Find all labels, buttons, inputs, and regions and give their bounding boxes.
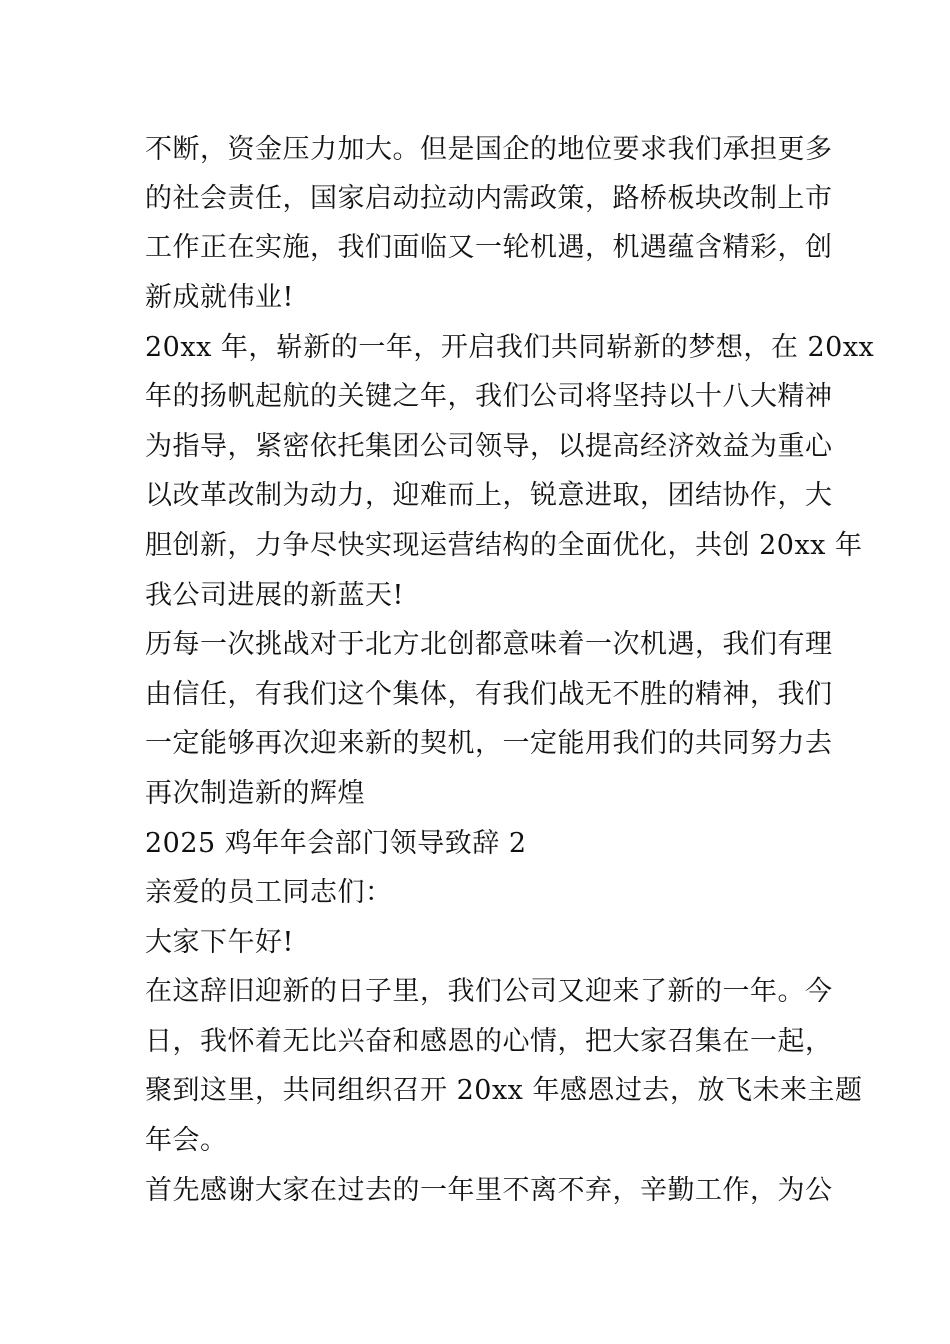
paragraph-line: 我公司进展的新蓝天! xyxy=(145,580,404,611)
paragraph-line: 再次制造新的辉煌 xyxy=(145,778,365,809)
paragraph-line: 以改革改制为动力，迎难而上，锐意进取，团结协作，大 xyxy=(145,480,833,511)
paragraph-line: 胆创新，力争尽快实现运营结构的全面优化，共创 20xx 年 xyxy=(145,530,863,561)
paragraph-line: 聚到这里，共同组织召开 20xx 年感恩过去，放飞未来主题 xyxy=(145,1075,863,1106)
salutation: 亲爱的员工同志们： xyxy=(145,877,393,908)
paragraph-line: 年会。 xyxy=(145,1125,228,1156)
paragraph-line: 日，我怀着无比兴奋和感恩的心情，把大家召集在一起， xyxy=(145,1026,833,1057)
paragraph-line: 由信任，有我们这个集体，有我们战无不胜的精神，我们 xyxy=(145,679,833,710)
paragraph-line: 工作正在实施，我们面临又一轮机遇，机遇蕴含精彩，创 xyxy=(145,232,833,263)
paragraph-line: 20xx 年，崭新的一年，开启我们共同崭新的梦想，在 20xx xyxy=(145,332,875,363)
section-heading: 2025 鸡年年会部门领导致辞 2 xyxy=(145,828,527,859)
greeting: 大家下午好! xyxy=(145,927,294,958)
paragraph-line: 年的扬帆起航的关键之年，我们公司将坚持以十八大精神 xyxy=(145,381,833,412)
paragraph-line: 在这辞旧迎新的日子里，我们公司又迎来了新的一年。今 xyxy=(145,976,833,1007)
paragraph-line: 的社会责任，国家启动拉动内需政策，路桥板块改制上市 xyxy=(145,183,833,214)
paragraph-line: 一定能够再次迎来新的契机，一定能用我们的共同努力去 xyxy=(145,728,833,759)
paragraph-line: 首先感谢大家在过去的一年里不离不弃，辛勤工作，为公 xyxy=(145,1175,833,1206)
paragraph-line: 不断，资金压力加大。但是国企的地位要求我们承担更多 xyxy=(145,134,833,165)
paragraph-line: 新成就伟业! xyxy=(145,282,294,313)
paragraph-line: 历每一次挑战对于北方北创都意味着一次机遇，我们有理 xyxy=(145,629,833,660)
paragraph-line: 为指导，紧密依托集团公司领导，以提高经济效益为重心 xyxy=(145,431,833,462)
